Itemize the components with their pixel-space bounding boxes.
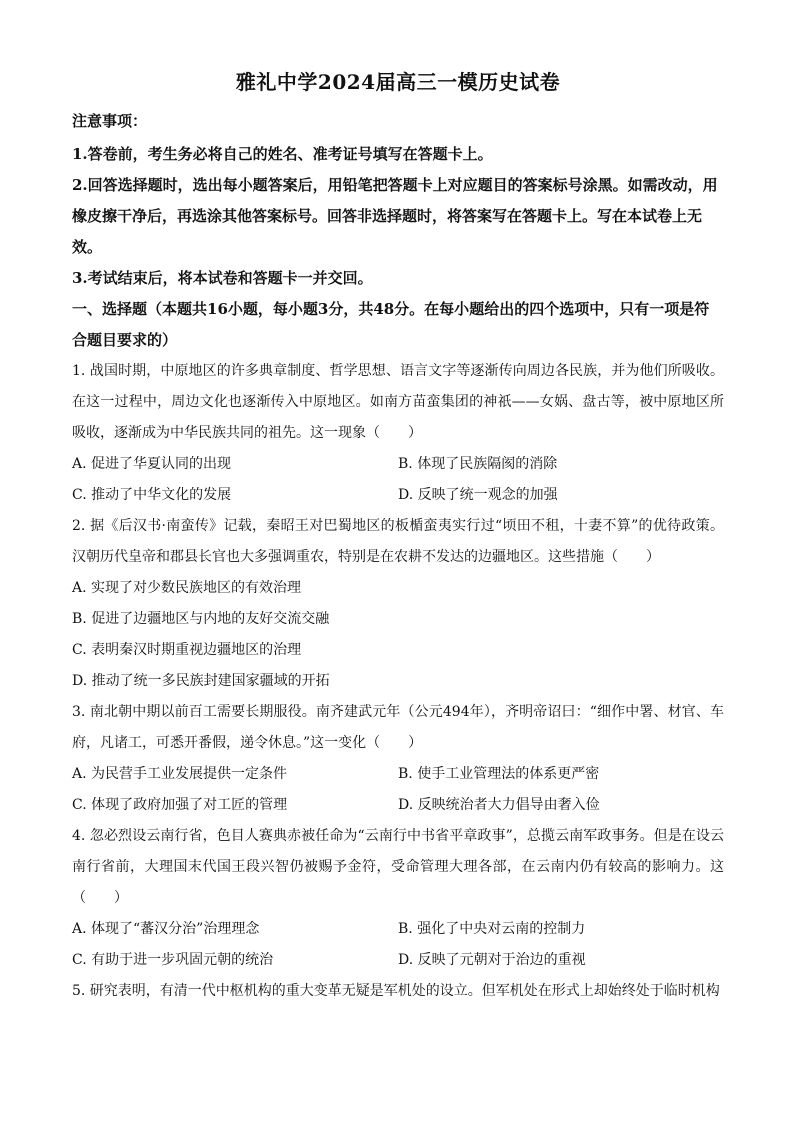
option-c: C. 体现了政府加强了对工匠的管理 [72, 797, 288, 813]
option-a: A. 实现了对少数民族地区的有效治理 [72, 580, 302, 596]
question-3-options [72, 759, 724, 821]
option-c: C. 表明秦汉时期重视边疆地区的治理 [72, 642, 302, 658]
option-d: D. 推动了统一多民族封建国家疆域的开拓 [72, 673, 330, 689]
question-4-stem: 4. 忽必烈设云南行省，色目人赛典赤被任命为“云南行中书省平章政事”，总揽云南军政事务。但是在设云南行省前，大理国末代国王段兴智仍被赐予金符，受命管理大理各部，在云南内仍有较高的影响力。这（ ） [72, 828, 724, 906]
option-b: B. 使手工业管理法的体系更严密 [398, 766, 600, 782]
notice-item-3: 3.考试结束后，将本试卷和答题卡一并交回。 [72, 269, 373, 287]
notice-item-1: 1.答卷前，考生务必将自己的姓名、准考证号填写在答题卡上。 [72, 145, 493, 163]
notice-heading: 注意事项： [72, 112, 148, 130]
option-b: B. 体现了民族隔阂的消除 [398, 456, 558, 472]
option-d: D. 反映了元朝对于治边的重视 [398, 952, 586, 968]
option-b: B. 强化了中央对云南的控制力 [398, 921, 586, 937]
option-b: B. 促进了边疆地区与内地的友好交流交融 [72, 611, 330, 627]
question-5-stem: 5. 研究表明，有清一代中枢机构的重大变革无疑是军机处的设立。但军机处在形式上却始终处于临时机构 [72, 983, 720, 999]
question-2-options [72, 573, 724, 697]
notice-item-2: 2.回答选择题时，选出每小题答案后，用铅笔把答题卡上对应题目的答案标号涂黑。如需改动，用橡皮擦干净后，再选涂其他答案标号。回答非选择题时，将答案写在答题卡上。写在本试卷上无效。 [72, 176, 718, 256]
option-a: A. 为民营手工业发展提供一定条件 [72, 766, 288, 782]
exam-page [72, 60, 724, 1007]
option-d: D. 反映统治者大力倡导由奢入俭 [398, 797, 600, 813]
question-1-options [72, 449, 724, 511]
option-c: C. 推动了中华文化的发展 [72, 487, 232, 503]
question-2-stem: 2. 据《后汉书·南蛮传》记载，秦昭王对巴蜀地区的板楯蛮夷实行过“顷田不租，十妻不算”的优待政策。汉朝历代皇帝和郡县长官也大多强调重农，特别是在农耕不发达的边疆地区。这些措施（ ） [72, 518, 724, 565]
option-d: D. 反映了统一观念的加强 [398, 487, 558, 503]
option-a: A. 体现了“蕃汉分治”治理理念 [72, 921, 260, 937]
question-1-stem: 1. 战国时期，中原地区的许多典章制度、哲学思想、语言文字等逐渐传向周边各民族，并为他们所吸收。在这一过程中，周边文化也逐渐传入中原地区。如南方苗蛮集团的神祇——女娲、盘古等，被中原地区所吸收，逐渐成为中华民族共同的祖先。这一现象（ ） [72, 363, 724, 441]
question-4-options [72, 914, 724, 976]
question-3-stem: 3. 南北朝中期以前百工需要长期服役。南齐建武元年（公元494年），齐明帝诏曰：“细作中署、材官、车府，凡诸工，可悉开番假，递令休息。”这一变化（ ） [72, 704, 724, 751]
exam-title: 雅礼中学2024届高三一模历史试卷 [235, 70, 561, 94]
option-c: C. 有助于进一步巩固元朝的统治 [72, 952, 274, 968]
section-heading: 一、选择题（本题共16小题，每小题3分，共48分。在每小题给出的四个选项中，只有一项是符合题目要求的） [72, 300, 710, 349]
option-a: A. 促进了华夏认同的出现 [72, 456, 232, 472]
